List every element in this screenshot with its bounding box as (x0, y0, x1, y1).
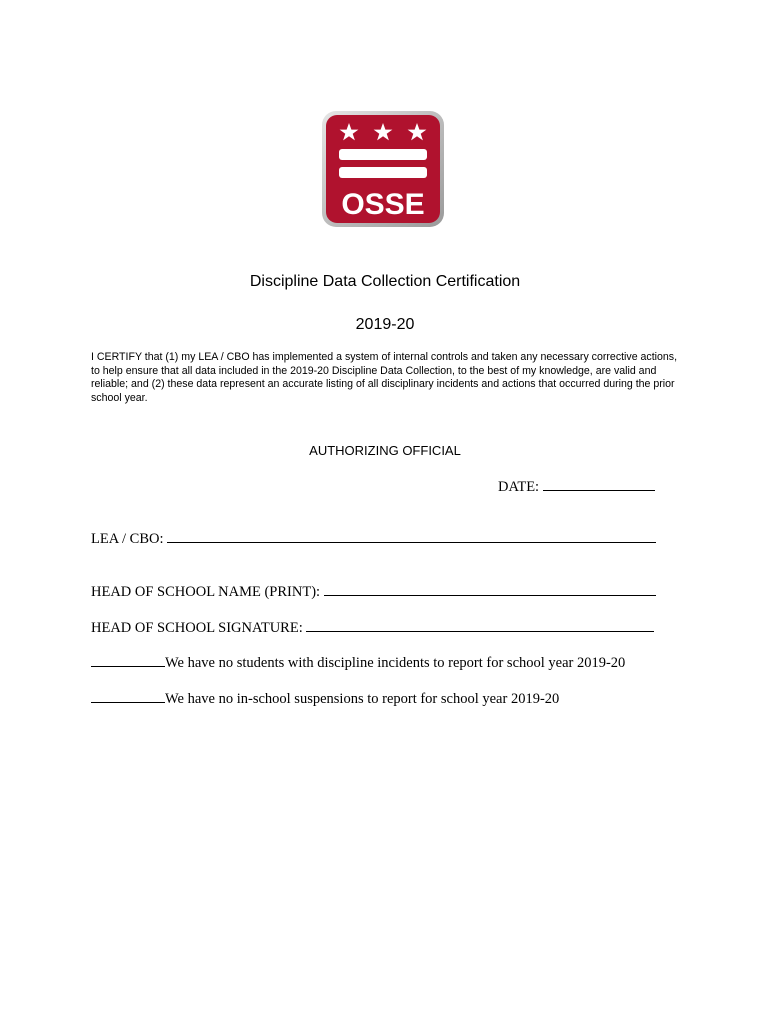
head-of-school-name-input-line[interactable] (324, 582, 656, 596)
page-title: Discipline Data Collection Certification (249, 273, 521, 290)
authorizing-official-heading: AUTHORIZING OFFICIAL (309, 443, 461, 458)
no-suspension-label: We have no in-school suspensions to report for school year 2019-20 (165, 691, 560, 707)
osse-logo-icon (321, 110, 445, 228)
logo-bar-top (339, 149, 427, 160)
lea-cbo-field (91, 529, 656, 548)
head-of-school-name-field (91, 582, 656, 601)
logo-bar-bottom (339, 167, 427, 178)
date-input-line[interactable] (543, 477, 655, 491)
date-label: DATE: (498, 479, 540, 495)
head-of-school-signature-field (91, 618, 654, 637)
head-of-school-signature-label: HEAD OF SCHOOL SIGNATURE: (91, 620, 303, 636)
no-suspensions-option (91, 689, 559, 708)
no-suspension-check-line[interactable] (91, 689, 165, 703)
no-discipline-incidents-option (91, 653, 625, 672)
no-discipline-label: We have no students with discipline incidents to report for school year 2019-20 (165, 655, 626, 671)
lea-cbo-input-line[interactable] (167, 529, 656, 543)
date-field (498, 477, 655, 496)
osse-logo (321, 110, 445, 228)
lea-cbo-label: LEA / CBO: (91, 531, 164, 547)
logo-text: OSSE (341, 188, 425, 221)
no-discipline-check-line[interactable] (91, 653, 165, 667)
head-of-school-name-label: HEAD OF SCHOOL NAME (PRINT): (91, 584, 321, 600)
head-of-school-signature-input-line[interactable] (306, 618, 654, 632)
certification-statement: I CERTIFY that (1) my LEA / CBO has implemented a system of internal controls and taken any necessary corrective actions, to help ensure that all data included in the 2019-20 Discipline Data Collection, to the best of my knowledge, are valid and reliable; and (2) these data represent an accurate listing of all disciplinary incidents and actions that occurred during the prior school year. (91, 351, 678, 404)
school-year: 2019-20 (355, 316, 415, 333)
